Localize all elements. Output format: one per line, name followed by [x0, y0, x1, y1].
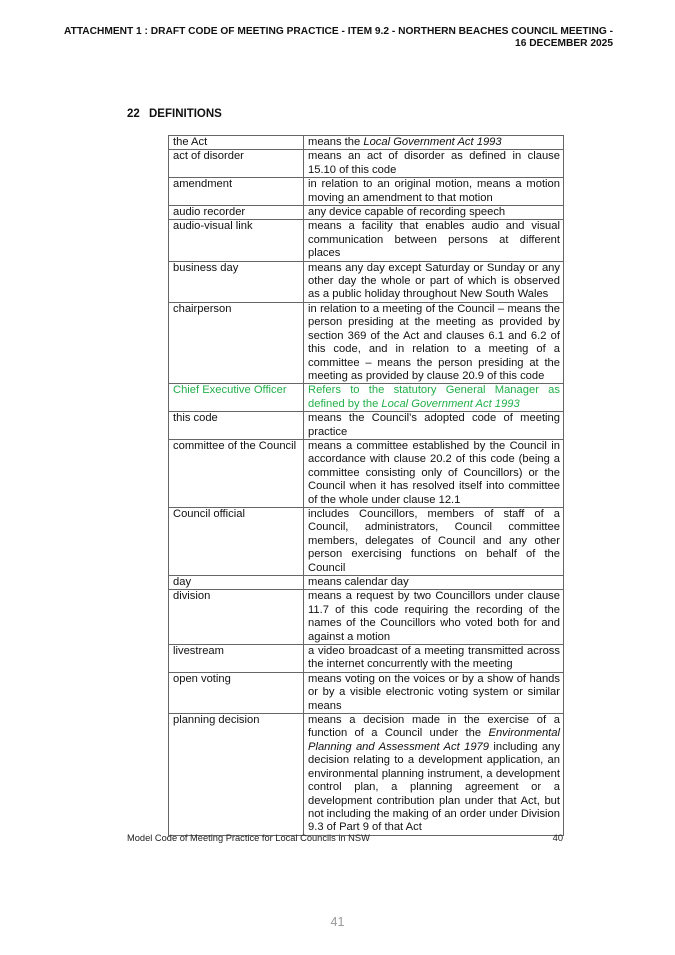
table-row	[169, 261, 564, 302]
definition-text: means a decision made in the exercise of a function of a Council under the	[308, 714, 560, 740]
term-cell: planning decision	[169, 714, 304, 836]
term-cell: audio-visual link	[169, 220, 304, 261]
table-row	[169, 302, 564, 383]
definition-cell: in relation to a meeting of the Council – means the person presiding at the meeting as provided by section 369 of the Act and clauses 6.1 and 6.2 of this code, and in relation to a meeting of a committee – means the person presiding at the meeting as provided by clause 20.9 of this code	[304, 302, 564, 383]
definition-cell: means a request by two Councillors under clause 11.7 of this code requiring the recording of the names of the Councillors who voted both for and against a motion	[304, 590, 564, 645]
table-row	[169, 672, 564, 713]
definition-cell: means calendar day	[304, 576, 564, 590]
header-line-2: 16 DECEMBER 2025	[515, 38, 613, 49]
definition-text: Refers to the statutory General Manager as defined by the	[308, 384, 560, 410]
term-cell: business day	[169, 261, 304, 302]
term-cell: open voting	[169, 672, 304, 713]
term-cell: Council official	[169, 507, 304, 575]
table-row	[169, 412, 564, 440]
page-footer	[127, 833, 563, 843]
term-cell: committee of the Council	[169, 439, 304, 507]
table-row	[169, 439, 564, 507]
table-row	[169, 576, 564, 590]
term-cell: amendment	[169, 178, 304, 206]
act-title: Local Government Act 1993	[381, 397, 520, 410]
table-row	[169, 178, 564, 206]
section-title: DEFINITIONS	[149, 108, 222, 120]
table-row	[169, 220, 564, 261]
definition-text: including any decision relating to a development application, an environmental planning instrument, a development control plan, a planning agreement or a development contribution plan under that Act, but not including the making of an order under Division 9.3 of Part 9 of that Act	[308, 740, 560, 834]
footer-document-title: Model Code of Meeting Practice for Local Councils in NSW	[127, 833, 370, 843]
attachment-header	[13, 26, 613, 50]
table-row	[169, 206, 564, 220]
footer-page-number: 40	[552, 833, 563, 843]
table-row	[169, 645, 564, 673]
term-cell: division	[169, 590, 304, 645]
table-row-highlighted	[169, 384, 564, 412]
definition-cell: any device capable of recording speech	[304, 206, 564, 220]
header-line-1: ATTACHMENT 1 : DRAFT CODE OF MEETING PRACTICE - ITEM 9.2 - NORTHERN BEACHES COUNCIL MEETING -	[64, 26, 613, 37]
table-row	[169, 507, 564, 575]
act-title: Environmental Planning and Assessment Act 1979	[308, 727, 560, 753]
definitions-table	[168, 135, 564, 836]
definition-cell: means a facility that enables audio and visual communication between persons at different places	[304, 220, 564, 261]
table-row	[169, 714, 564, 836]
table-row	[169, 590, 564, 645]
term-cell: this code	[169, 412, 304, 440]
section-number: 22	[127, 108, 140, 120]
table-row	[169, 136, 564, 150]
table-row	[169, 150, 564, 178]
definition-cell	[304, 714, 564, 836]
term-cell: the Act	[169, 136, 304, 150]
term-cell: chairperson	[169, 302, 304, 383]
definition-cell: means an act of disorder as defined in clause 15.10 of this code	[304, 150, 564, 178]
definition-cell: means a committee established by the Council in accordance with clause 20.2 of this code (being a committee consisting only of Councillors) or the Council when it has resolved itself into committee of the whole under clause 12.1	[304, 439, 564, 507]
definition-text: means the	[308, 136, 364, 148]
section-heading	[127, 108, 222, 120]
act-title: Local Government Act 1993	[363, 136, 502, 148]
definition-cell	[304, 384, 564, 412]
term-cell: act of disorder	[169, 150, 304, 178]
term-cell: audio recorder	[169, 206, 304, 220]
definition-cell: means any day except Saturday or Sunday or any other day the whole or part of which is observed as a public holiday throughout New South Wales	[304, 261, 564, 302]
definition-cell: includes Councillors, members of staff of a Council, administrators, Council committee members, delegates of Council and any other person exercising functions on behalf of the Council	[304, 507, 564, 575]
definition-cell: a video broadcast of a meeting transmitted across the internet concurrently with the meeting	[304, 645, 564, 673]
attachment-page-number: 41	[330, 915, 345, 929]
definition-cell	[304, 136, 564, 150]
definition-cell: means the Council’s adopted code of meeting practice	[304, 412, 564, 440]
term-cell: livestream	[169, 645, 304, 673]
term-cell: Chief Executive Officer	[169, 384, 304, 412]
definition-cell: in relation to an original motion, means a motion moving an amendment to that motion	[304, 178, 564, 206]
definition-cell: means voting on the voices or by a show of hands or by a visible electronic voting system or similar means	[304, 672, 564, 713]
term-cell: day	[169, 576, 304, 590]
